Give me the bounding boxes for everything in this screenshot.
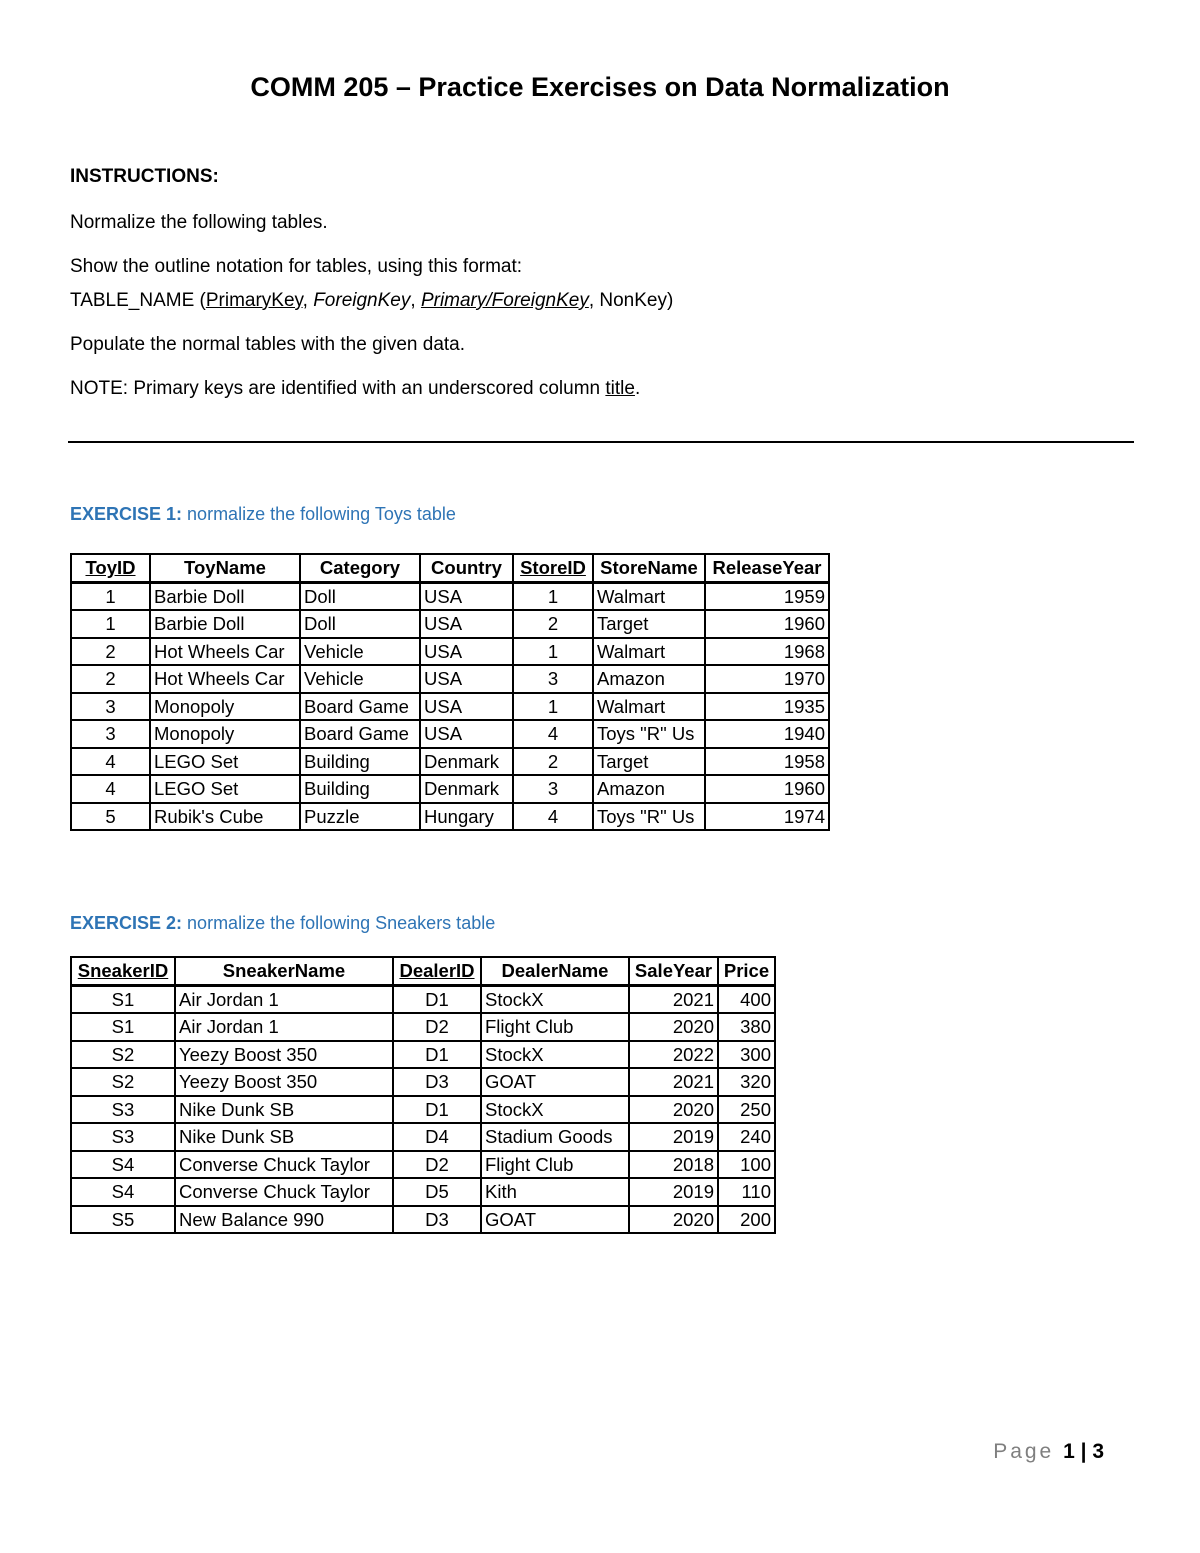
- table-row: [71, 775, 829, 803]
- format-foreign-key: ForeignKey: [313, 290, 411, 311]
- table-cell: GOAT: [481, 1068, 629, 1096]
- column-header: StoreName: [593, 554, 705, 582]
- note-text: NOTE: Primary keys are identified with an underscored column: [70, 378, 606, 399]
- exercise1-heading: [70, 504, 456, 525]
- table-cell: 1974: [705, 803, 829, 831]
- table-cell: 2022: [629, 1041, 718, 1069]
- table-cell: 2021: [629, 1068, 718, 1096]
- section-divider: [68, 441, 1134, 443]
- table-cell: Stadium Goods: [481, 1123, 629, 1151]
- table-cell: GOAT: [481, 1206, 629, 1234]
- table-cell: Yeezy Boost 350: [175, 1041, 393, 1069]
- table-cell: LEGO Set: [150, 748, 300, 776]
- table-cell: 400: [718, 985, 775, 1013]
- table-cell: 2: [513, 748, 593, 776]
- table-cell: 320: [718, 1068, 775, 1096]
- table-row: [71, 1068, 775, 1096]
- table-cell: StockX: [481, 1041, 629, 1069]
- column-header: ToyID: [71, 554, 150, 582]
- table-row: [71, 582, 829, 610]
- table-cell: 110: [718, 1178, 775, 1206]
- table-cell: USA: [420, 693, 513, 721]
- table-cell: 1958: [705, 748, 829, 776]
- column-header: Price: [718, 957, 775, 985]
- table-cell: 2: [71, 638, 150, 666]
- instruction-note: [70, 378, 640, 400]
- table-cell: 2021: [629, 985, 718, 1013]
- table-cell: USA: [420, 665, 513, 693]
- page-separator: |: [1074, 1440, 1093, 1463]
- table-cell: S3: [71, 1096, 175, 1124]
- table-cell: 1: [513, 693, 593, 721]
- table-cell: Vehicle: [300, 665, 420, 693]
- table-header-row: [71, 554, 829, 582]
- instructions-heading: INSTRUCTIONS:: [70, 166, 219, 187]
- table-cell: 3: [71, 693, 150, 721]
- table-row: [71, 720, 829, 748]
- table-cell: 2019: [629, 1123, 718, 1151]
- table-cell: Board Game: [300, 693, 420, 721]
- column-header: Category: [300, 554, 420, 582]
- table-cell: 2: [71, 665, 150, 693]
- table-row: [71, 803, 829, 831]
- format-separator: ,: [302, 290, 314, 311]
- table-cell: 4: [513, 803, 593, 831]
- table-cell: Flight Club: [481, 1013, 629, 1041]
- table-cell: 3: [513, 775, 593, 803]
- table-cell: 2018: [629, 1151, 718, 1179]
- table-row: [71, 1178, 775, 1206]
- table-cell: D4: [393, 1123, 481, 1151]
- page-word: Page: [993, 1440, 1055, 1463]
- table-cell: 2020: [629, 1096, 718, 1124]
- table-cell: 1: [71, 610, 150, 638]
- table-cell: D1: [393, 1096, 481, 1124]
- column-header: Country: [420, 554, 513, 582]
- table-cell: 1968: [705, 638, 829, 666]
- table-cell: 2019: [629, 1178, 718, 1206]
- table-cell: 200: [718, 1206, 775, 1234]
- format-primary-foreign-key: Primary/ForeignKey: [420, 290, 589, 311]
- table-cell: Building: [300, 748, 420, 776]
- table-cell: 100: [718, 1151, 775, 1179]
- table-cell: D2: [393, 1151, 481, 1179]
- table-cell: Flight Club: [481, 1151, 629, 1179]
- table-cell: Amazon: [593, 775, 705, 803]
- table-cell: Target: [593, 748, 705, 776]
- note-underlined-word: title: [605, 378, 635, 399]
- table-cell: Barbie Doll: [150, 582, 300, 610]
- table-cell: D3: [393, 1206, 481, 1234]
- table-cell: S2: [71, 1041, 175, 1069]
- table-cell: Hot Wheels Car: [150, 638, 300, 666]
- table-cell: D1: [393, 985, 481, 1013]
- table-row: [71, 1206, 775, 1234]
- table-cell: D1: [393, 1041, 481, 1069]
- format-primary-key: PrimaryKey: [205, 290, 303, 311]
- format-separator: ,: [410, 290, 421, 311]
- exercise2-heading: [70, 913, 495, 934]
- table-cell: New Balance 990: [175, 1206, 393, 1234]
- table-cell: Building: [300, 775, 420, 803]
- table-cell: Vehicle: [300, 638, 420, 666]
- exercise2-text: normalize the following Sneakers table: [182, 913, 496, 933]
- table-cell: Air Jordan 1: [175, 1013, 393, 1041]
- table-cell: Barbie Doll: [150, 610, 300, 638]
- column-header: DealerID: [393, 957, 481, 985]
- table-cell: USA: [420, 610, 513, 638]
- table-cell: 380: [718, 1013, 775, 1041]
- table-cell: 4: [513, 720, 593, 748]
- table-cell: Puzzle: [300, 803, 420, 831]
- table-cell: S5: [71, 1206, 175, 1234]
- table-cell: 300: [718, 1041, 775, 1069]
- table-cell: Air Jordan 1: [175, 985, 393, 1013]
- format-non-key: NonKey): [599, 290, 674, 311]
- table-cell: USA: [420, 582, 513, 610]
- table-row: [71, 693, 829, 721]
- table-cell: 1940: [705, 720, 829, 748]
- table-cell: StockX: [481, 985, 629, 1013]
- table-header-row: [71, 957, 775, 985]
- table-cell: Hungary: [420, 803, 513, 831]
- table-cell: Denmark: [420, 775, 513, 803]
- table-cell: Hot Wheels Car: [150, 665, 300, 693]
- table-cell: 1: [513, 638, 593, 666]
- table-cell: Toys "R" Us: [593, 803, 705, 831]
- table-cell: USA: [420, 720, 513, 748]
- table-cell: Kith: [481, 1178, 629, 1206]
- current-page-number: 1: [1063, 1440, 1075, 1463]
- table-cell: Doll: [300, 582, 420, 610]
- table-cell: Nike Dunk SB: [175, 1096, 393, 1124]
- column-header: ToyName: [150, 554, 300, 582]
- column-header: SneakerName: [175, 957, 393, 985]
- table-cell: 2020: [629, 1013, 718, 1041]
- table-cell: S4: [71, 1178, 175, 1206]
- note-suffix: .: [634, 378, 641, 399]
- table-cell: Yeezy Boost 350: [175, 1068, 393, 1096]
- table-row: [71, 985, 775, 1013]
- table-cell: Walmart: [593, 693, 705, 721]
- table-cell: LEGO Set: [150, 775, 300, 803]
- column-header: SaleYear: [629, 957, 718, 985]
- format-example: [70, 290, 673, 312]
- table-row: [71, 1041, 775, 1069]
- table-cell: 3: [71, 720, 150, 748]
- column-header: ReleaseYear: [705, 554, 829, 582]
- table-cell: Denmark: [420, 748, 513, 776]
- page-footer: [993, 1440, 1104, 1464]
- format-table-name: TABLE_NAME (: [70, 290, 206, 311]
- table-cell: D3: [393, 1068, 481, 1096]
- table-cell: 4: [71, 775, 150, 803]
- table-row: [71, 638, 829, 666]
- table-cell: 1960: [705, 775, 829, 803]
- table-cell: 1960: [705, 610, 829, 638]
- table-row: [71, 1013, 775, 1041]
- table-cell: Monopoly: [150, 720, 300, 748]
- table-row: [71, 1151, 775, 1179]
- table-cell: 5: [71, 803, 150, 831]
- column-header: StoreID: [513, 554, 593, 582]
- table-cell: S4: [71, 1151, 175, 1179]
- table-row: [71, 665, 829, 693]
- table-cell: Target: [593, 610, 705, 638]
- table-cell: 1: [513, 582, 593, 610]
- table-cell: S1: [71, 985, 175, 1013]
- table-cell: S1: [71, 1013, 175, 1041]
- table-cell: Toys "R" Us: [593, 720, 705, 748]
- column-header: SneakerID: [71, 957, 175, 985]
- exercise2-label: EXERCISE 2:: [70, 913, 183, 933]
- instruction-outline-notation: Show the outline notation for tables, using this format:: [70, 256, 523, 277]
- table-cell: 1935: [705, 693, 829, 721]
- exercise1-text: normalize the following Toys table: [182, 504, 456, 524]
- table-cell: Walmart: [593, 582, 705, 610]
- table-cell: Amazon: [593, 665, 705, 693]
- format-separator: ,: [588, 290, 600, 311]
- table-row: [71, 1123, 775, 1151]
- table-cell: Converse Chuck Taylor: [175, 1151, 393, 1179]
- table-cell: 1: [71, 582, 150, 610]
- table-cell: 2: [513, 610, 593, 638]
- table-row: [71, 610, 829, 638]
- total-page-count: 3: [1092, 1440, 1104, 1463]
- document-title: COMM 205 – Practice Exercises on Data Normalization: [250, 72, 950, 102]
- table-cell: StockX: [481, 1096, 629, 1124]
- table-cell: Monopoly: [150, 693, 300, 721]
- table-cell: Rubik's Cube: [150, 803, 300, 831]
- table-cell: 1970: [705, 665, 829, 693]
- table-cell: 250: [718, 1096, 775, 1124]
- instruction-normalize: Normalize the following tables.: [70, 212, 328, 233]
- table-cell: S2: [71, 1068, 175, 1096]
- table-cell: Doll: [300, 610, 420, 638]
- table-cell: 2020: [629, 1206, 718, 1234]
- table-cell: 1959: [705, 582, 829, 610]
- table-cell: USA: [420, 638, 513, 666]
- table-cell: 240: [718, 1123, 775, 1151]
- toys-table: [70, 553, 830, 831]
- table-cell: S3: [71, 1123, 175, 1151]
- instruction-populate: Populate the normal tables with the given data.: [70, 334, 466, 355]
- column-header: DealerName: [481, 957, 629, 985]
- sneakers-table: [70, 956, 776, 1234]
- table-cell: Board Game: [300, 720, 420, 748]
- table-row: [71, 1096, 775, 1124]
- table-cell: Walmart: [593, 638, 705, 666]
- table-cell: 4: [71, 748, 150, 776]
- table-cell: Converse Chuck Taylor: [175, 1178, 393, 1206]
- exercise1-label: EXERCISE 1:: [70, 504, 183, 524]
- table-cell: Nike Dunk SB: [175, 1123, 393, 1151]
- table-row: [71, 748, 829, 776]
- table-cell: D2: [393, 1013, 481, 1041]
- table-cell: D5: [393, 1178, 481, 1206]
- table-cell: 3: [513, 665, 593, 693]
